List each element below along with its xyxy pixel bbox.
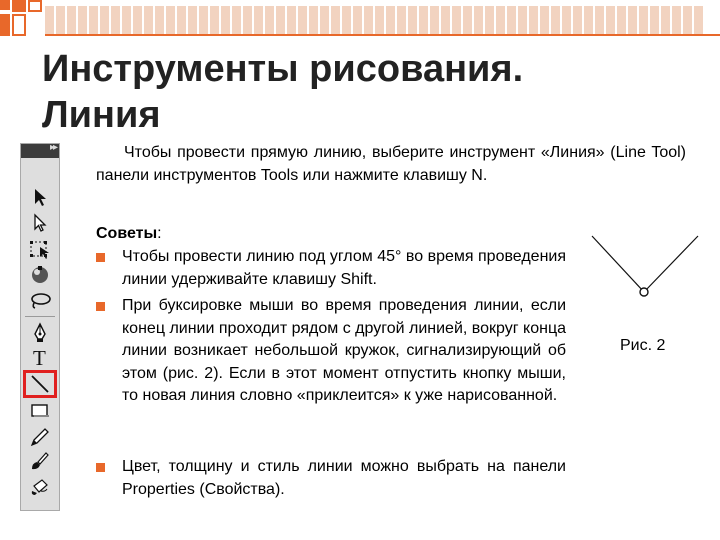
figure-line — [592, 236, 644, 292]
brush-icon[interactable] — [25, 450, 55, 472]
tips-heading: Советы: — [96, 225, 162, 242]
free-transform-icon[interactable] — [25, 238, 55, 260]
stripe-block — [265, 6, 274, 34]
figure-caption: Рис. 2 — [620, 337, 666, 354]
stripe-block — [518, 6, 527, 34]
stripe-block — [199, 6, 208, 34]
stripe-block — [133, 6, 142, 34]
decor-square — [12, 14, 26, 36]
stripe-block — [298, 6, 307, 34]
stripe-block — [364, 6, 373, 34]
tools-panel — [20, 143, 60, 511]
header-rule — [45, 34, 720, 36]
stripe-block — [474, 6, 483, 34]
stripe-block — [287, 6, 296, 34]
arrow-icon[interactable] — [25, 186, 55, 208]
tips-heading-label: Советы — [96, 225, 158, 242]
stripe-block — [78, 6, 87, 34]
toolbar-divider — [25, 316, 55, 317]
bullet-icon — [96, 253, 105, 262]
stripe-block — [584, 6, 593, 34]
tools-panel-header — [21, 144, 59, 158]
stripe-block — [210, 6, 219, 34]
stripe-block — [463, 6, 472, 34]
stripe-block — [650, 6, 659, 34]
text-icon[interactable] — [25, 346, 55, 368]
subselect-icon[interactable] — [25, 212, 55, 234]
decor-square — [12, 0, 26, 12]
stripe-block — [243, 6, 252, 34]
tip-text: Цвет, толщину и стиль линии можно выбрать на панели Properties (Свойства). — [122, 458, 566, 498]
line-snap-figure — [588, 232, 704, 312]
header-stripe — [45, 6, 720, 34]
stripe-block — [45, 6, 54, 34]
pencil-icon[interactable] — [25, 426, 55, 448]
stripe-block — [452, 6, 461, 34]
stripe-block — [155, 6, 164, 34]
rectangle-icon[interactable] — [25, 400, 55, 422]
stripe-block — [441, 6, 450, 34]
stripe-block — [111, 6, 120, 34]
svg-text:T: T — [33, 346, 46, 368]
bullet-icon — [96, 302, 105, 311]
stripe-block — [485, 6, 494, 34]
tip-text: При буксировке мыши во время проведения линии, если конец линии проходит рядом с другой линией, вокруг конца линии возникает небольшой кружок, сигнализирующий об этом (рис. 2). Если в этот момент отпустить кнопку мыши, то новая линия словно «приклеится» к уже нарисованной. — [122, 297, 566, 404]
tip-text: Чтобы провести линию под углом 45° во время проведения линии удерживайте клавишу Shift. — [122, 248, 566, 288]
stripe-block — [595, 6, 604, 34]
bullet-icon — [96, 463, 105, 472]
stripe-block — [353, 6, 362, 34]
stripe-block — [221, 6, 230, 34]
decor-square — [28, 0, 42, 12]
decor-square — [0, 0, 10, 10]
figure-line — [644, 236, 698, 292]
list-item — [96, 246, 566, 291]
snap-circle-icon — [640, 288, 648, 296]
stripe-block — [540, 6, 549, 34]
stripe-block — [188, 6, 197, 34]
stripe-block — [331, 6, 340, 34]
list-item — [96, 295, 566, 408]
stripe-block — [100, 6, 109, 34]
stripe-block — [254, 6, 263, 34]
list-item — [96, 456, 566, 501]
stripe-block — [342, 6, 351, 34]
stripe-block — [320, 6, 329, 34]
stripe-block — [606, 6, 615, 34]
stripe-block — [496, 6, 505, 34]
stripe-block — [683, 6, 692, 34]
stripe-block — [276, 6, 285, 34]
lasso-icon[interactable] — [25, 290, 55, 312]
stripe-block — [67, 6, 76, 34]
pen-icon[interactable] — [25, 322, 55, 344]
stripe-block — [232, 6, 241, 34]
stripe-block — [89, 6, 98, 34]
decor-square — [0, 14, 10, 36]
stripe-block — [639, 6, 648, 34]
fill-transform-icon[interactable] — [25, 264, 55, 286]
stripe-block — [122, 6, 131, 34]
stripe-block — [166, 6, 175, 34]
stripe-block — [573, 6, 582, 34]
stripe-block — [309, 6, 318, 34]
stripe-block — [397, 6, 406, 34]
stripe-block — [375, 6, 384, 34]
stripe-block — [56, 6, 65, 34]
stripe-block — [408, 6, 417, 34]
intro-text: Чтобы провести прямую линию, выберите инструмент «Линия» (Line Tool) панели инструментов Tools или нажмите клавишу N. — [96, 144, 686, 184]
stripe-block — [628, 6, 637, 34]
stripe-block — [177, 6, 186, 34]
stripe-block — [430, 6, 439, 34]
stripe-block — [617, 6, 626, 34]
stripe-block — [419, 6, 428, 34]
stripe-block — [507, 6, 516, 34]
stripe-block — [694, 6, 703, 34]
stripe-block — [672, 6, 681, 34]
line-icon[interactable] — [23, 370, 57, 398]
stripe-block — [551, 6, 560, 34]
stripe-block — [386, 6, 395, 34]
stripe-block — [529, 6, 538, 34]
ink-bottle-icon[interactable] — [25, 476, 55, 498]
expand-icon[interactable]: ▸▸ — [49, 142, 56, 153]
stripe-block — [144, 6, 153, 34]
intro-paragraph — [96, 141, 686, 187]
slide-title: Инструменты рисования. Линия — [42, 48, 524, 136]
stripe-block — [562, 6, 571, 34]
stripe-block — [661, 6, 670, 34]
